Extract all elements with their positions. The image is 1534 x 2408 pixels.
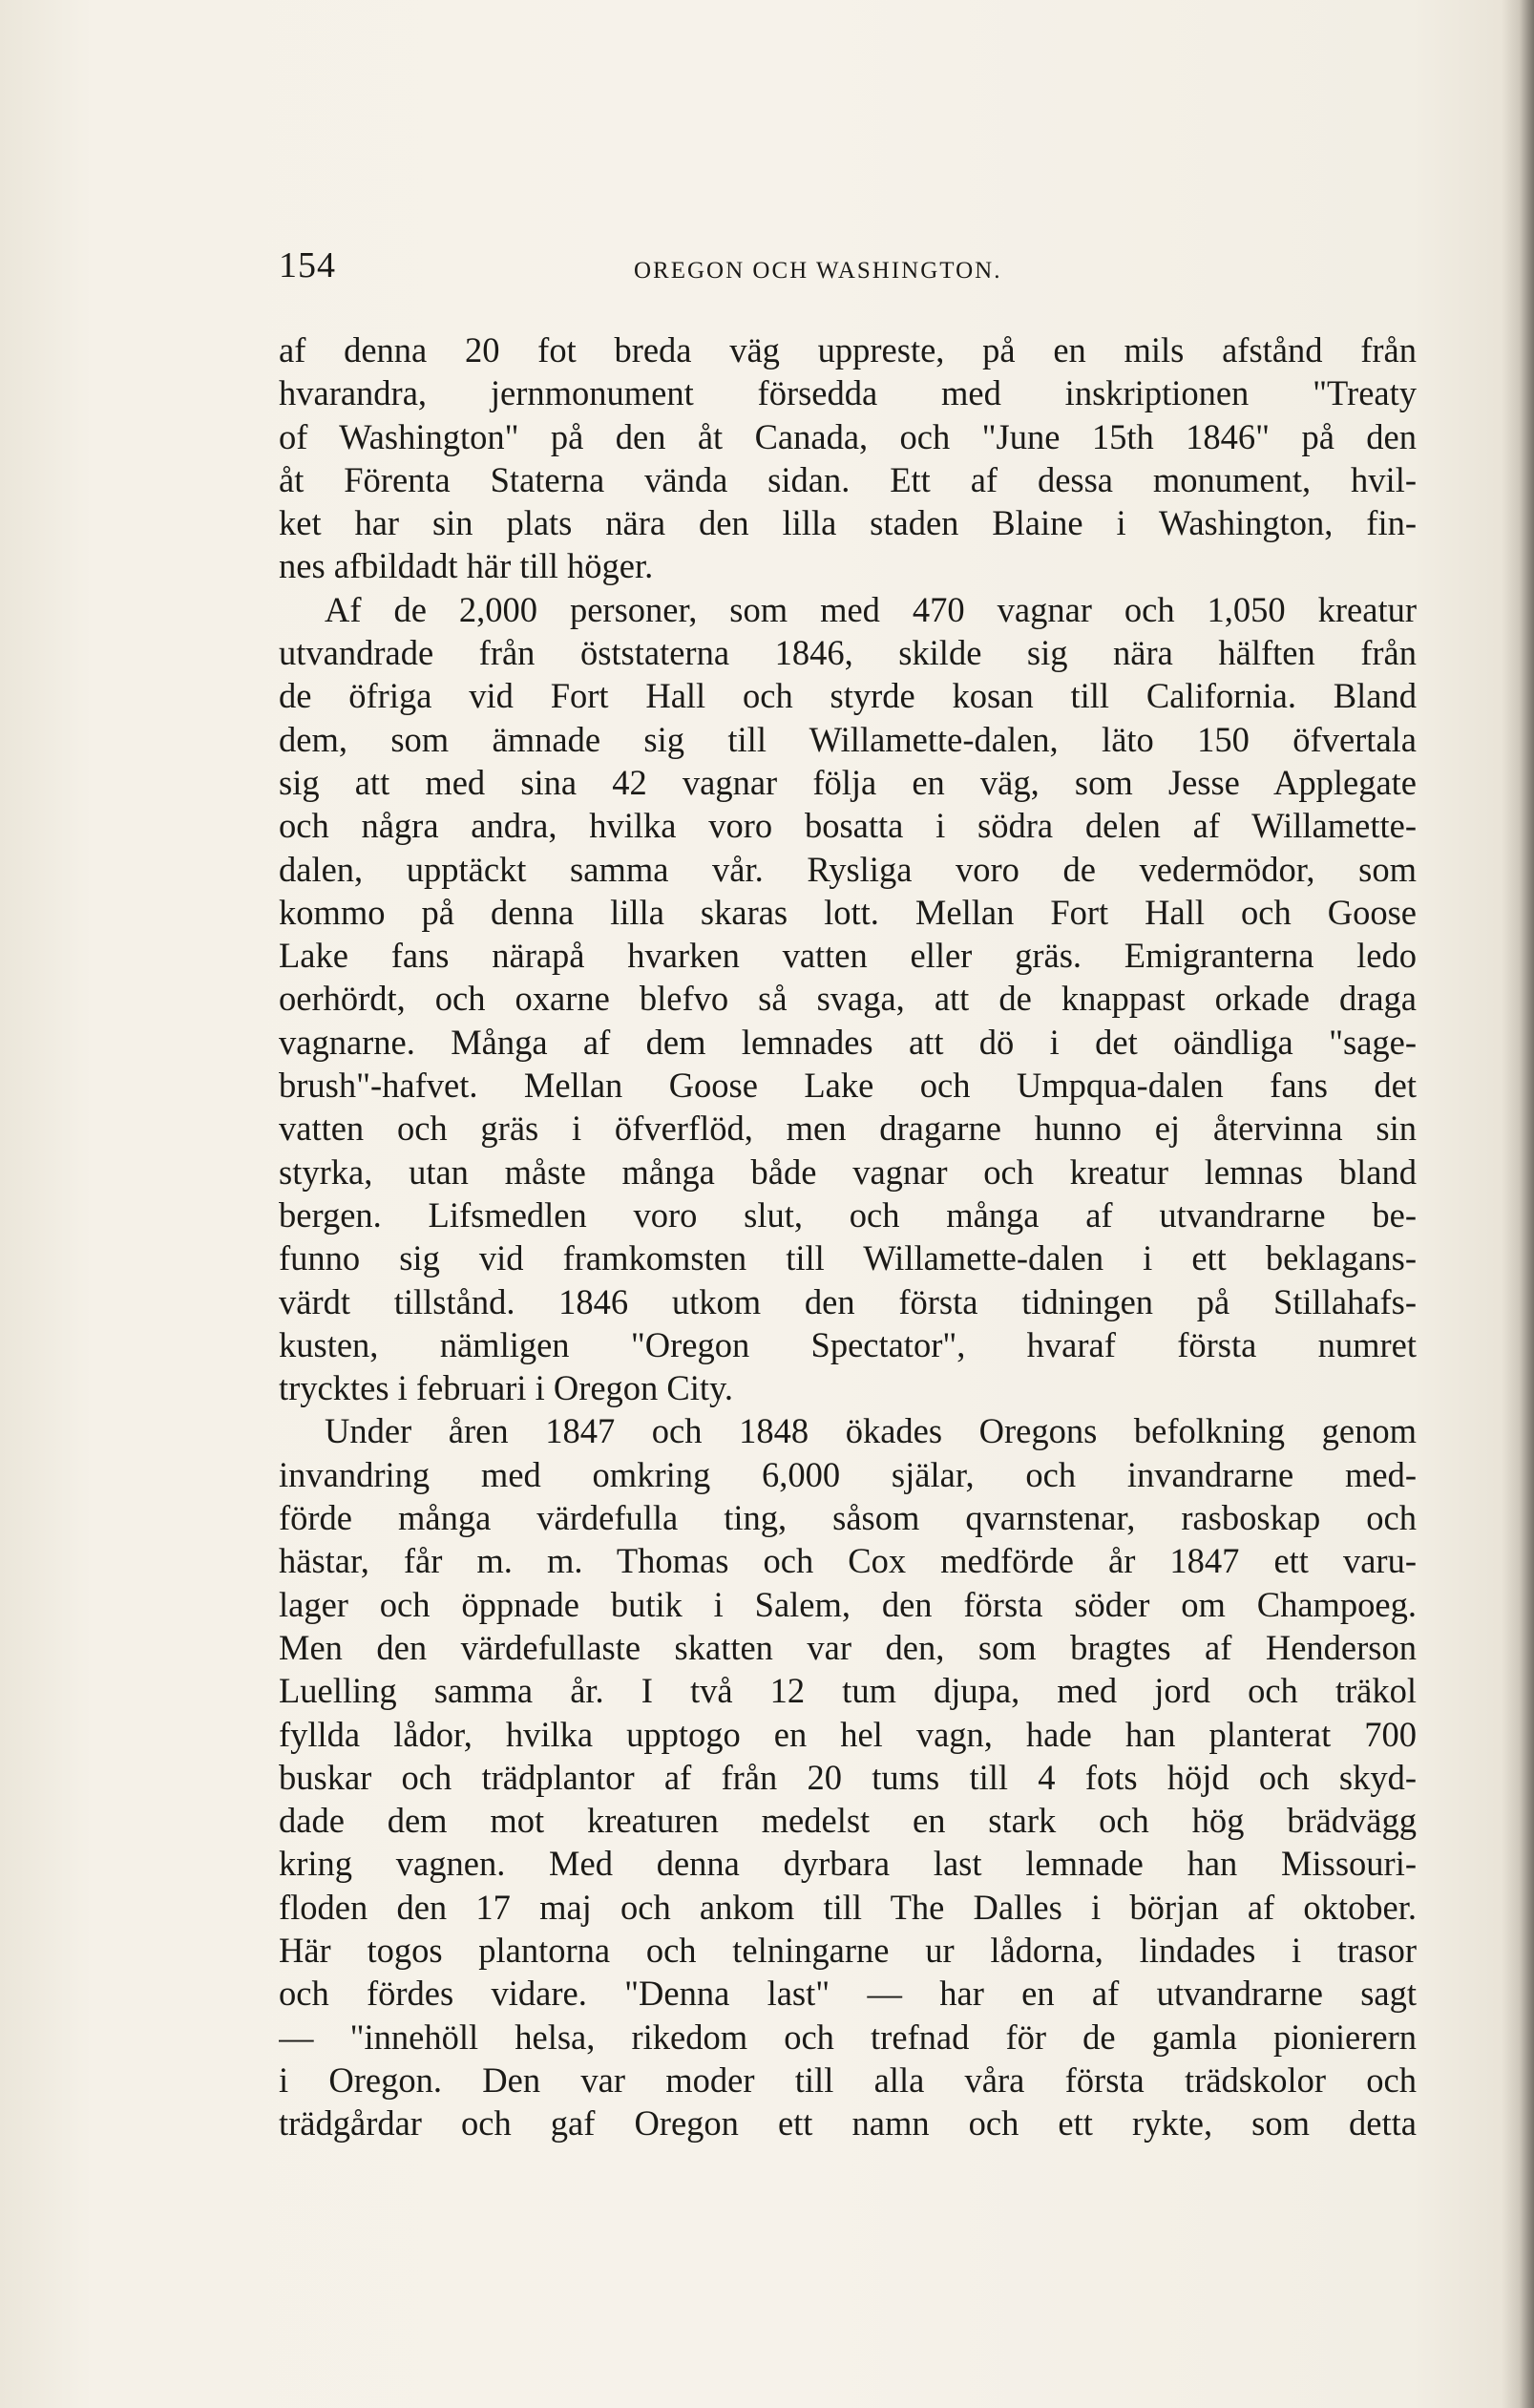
body-text [279,328,1417,2144]
text-line: i Oregon. Den var moder till alla våra första trädskolor och [279,2059,1417,2100]
text-line: och några andra, hvilka voro bosatta i södra delen af Willamette- [279,806,1417,846]
text-line: styrka, utan måste många både vagnar och kreatur lemnas bland [279,1151,1417,1192]
text-line: Men den värdefullaste skatten var den, som bragtes af Henderson [279,1627,1417,1667]
text-line: brush"-hafvet. Mellan Goose Lake och Umpqua-dalen fans det [279,1066,1417,1106]
text-line: de öfriga vid Fort Hall och styrde kosan till California. Bland [279,676,1417,716]
text-line: kusten, nämligen "Oregon Spectator", hvaraf första numret [279,1324,1417,1364]
text-line: lager och öppnade butik i Salem, den första söder om Champoeg. [279,1584,1417,1624]
text-line: Luelling samma år. I två 12 tum djupa, med jord och träkol [279,1671,1417,1711]
text-line: buskar och trädplantor af från 20 tums till 4 fots höjd och skyd- [279,1757,1417,1797]
text-line: — "innehöll helsa, rikedom och trefnad för de gamla pionierern [279,2017,1417,2057]
text-line: dalen, upptäckt samma vår. Rysliga voro de vedermödor, som [279,849,1417,889]
text-line: Under åren 1847 och 1848 ökades Oregons befolkning genom [325,1411,1417,1451]
text-line: hästar, får m. m. Thomas och Cox medförde år 1847 ett varu- [279,1541,1417,1581]
text-line: trycktes i februari i Oregon City. [279,1368,734,1408]
text-line: och fördes vidare. "Denna last" — har en af utvandrarne sagt [279,1974,1417,2014]
text-line: af denna 20 fot breda väg uppreste, på en mils afstånd från [279,330,1417,370]
text-line: kommo på denna lilla skaras lott. Mellan Fort Hall och Goose [279,892,1417,932]
text-line: ket har sin plats nära den lilla staden Blaine i Washington, fin- [279,503,1417,543]
text-line: oerhördt, och oxarne blefvo så svaga, att de knappast orkade draga [279,979,1417,1019]
text-line: invandring med omkring 6,000 själar, och invandrarne med- [279,1454,1417,1494]
text-line: nes afbildadt här till höger. [279,546,654,586]
text-line: dade dem mot kreaturen medelst en stark och hög brädvägg [279,1801,1417,1841]
page-header [279,241,1405,294]
text-line: floden den 17 maj och ankom till The Dalles i början af oktober. [279,1887,1417,1927]
page-number: 154 [279,245,336,285]
text-line: of Washington" på den åt Canada, och "June 15th 1846" på den [279,416,1417,456]
text-line: Lake fans närapå hvarken vatten eller gräs. Emigranterna ledo [279,936,1417,976]
text-line: vatten och gräs i öfverflöd, men dragarne hunno ej återvinna sin [279,1109,1417,1149]
text-line: Här togos plantorna och telningarne ur lådorna, lindades i trasor [279,1930,1417,1970]
text-line: vagnarne. Många af dem lemnades att dö i det oändliga "sage- [279,1022,1417,1062]
text-line: åt Förenta Staterna vända sidan. Ett af dessa monument, hvil- [279,459,1417,499]
text-line: värdt tillstånd. 1846 utkom den första tidningen på Stillahafs- [279,1281,1417,1321]
running-title: OREGON OCH WASHINGTON. [634,258,1002,284]
text-line: fyllda lådor, hvilka upptogo en hel vagn, hade han planterat 700 [279,1714,1417,1754]
text-line: förde många värdefulla ting, såsom qvarnstenar, rasboskap och [279,1498,1417,1538]
text-line: bergen. Lifsmedlen voro slut, och många af utvandrarne be- [279,1194,1417,1235]
text-line: dem, som ämnade sig till Willamette-dalen, läto 150 öfvertala [279,719,1417,759]
text-line: trädgårdar och gaf Oregon ett namn och ett rykte, som detta [279,2103,1417,2144]
text-line: utvandrade från öststaterna 1846, skilde sig nära hälften från [279,633,1417,673]
text-line: kring vagnen. Med denna dyrbara last lemnade han Missouri- [279,1844,1417,1884]
text-line: sig att med sina 42 vagnar följa en väg, som Jesse Applegate [279,762,1417,802]
text-line: funno sig vid framkomsten till Willamette-dalen i ett beklagans- [279,1238,1417,1278]
text-line: Af de 2,000 personer, som med 470 vagnar och 1,050 kreatur [325,589,1417,629]
page-edge-shadow [1502,0,1534,2408]
text-line: hvarandra, jernmonument försedda med inskriptionen "Treaty [279,373,1417,413]
